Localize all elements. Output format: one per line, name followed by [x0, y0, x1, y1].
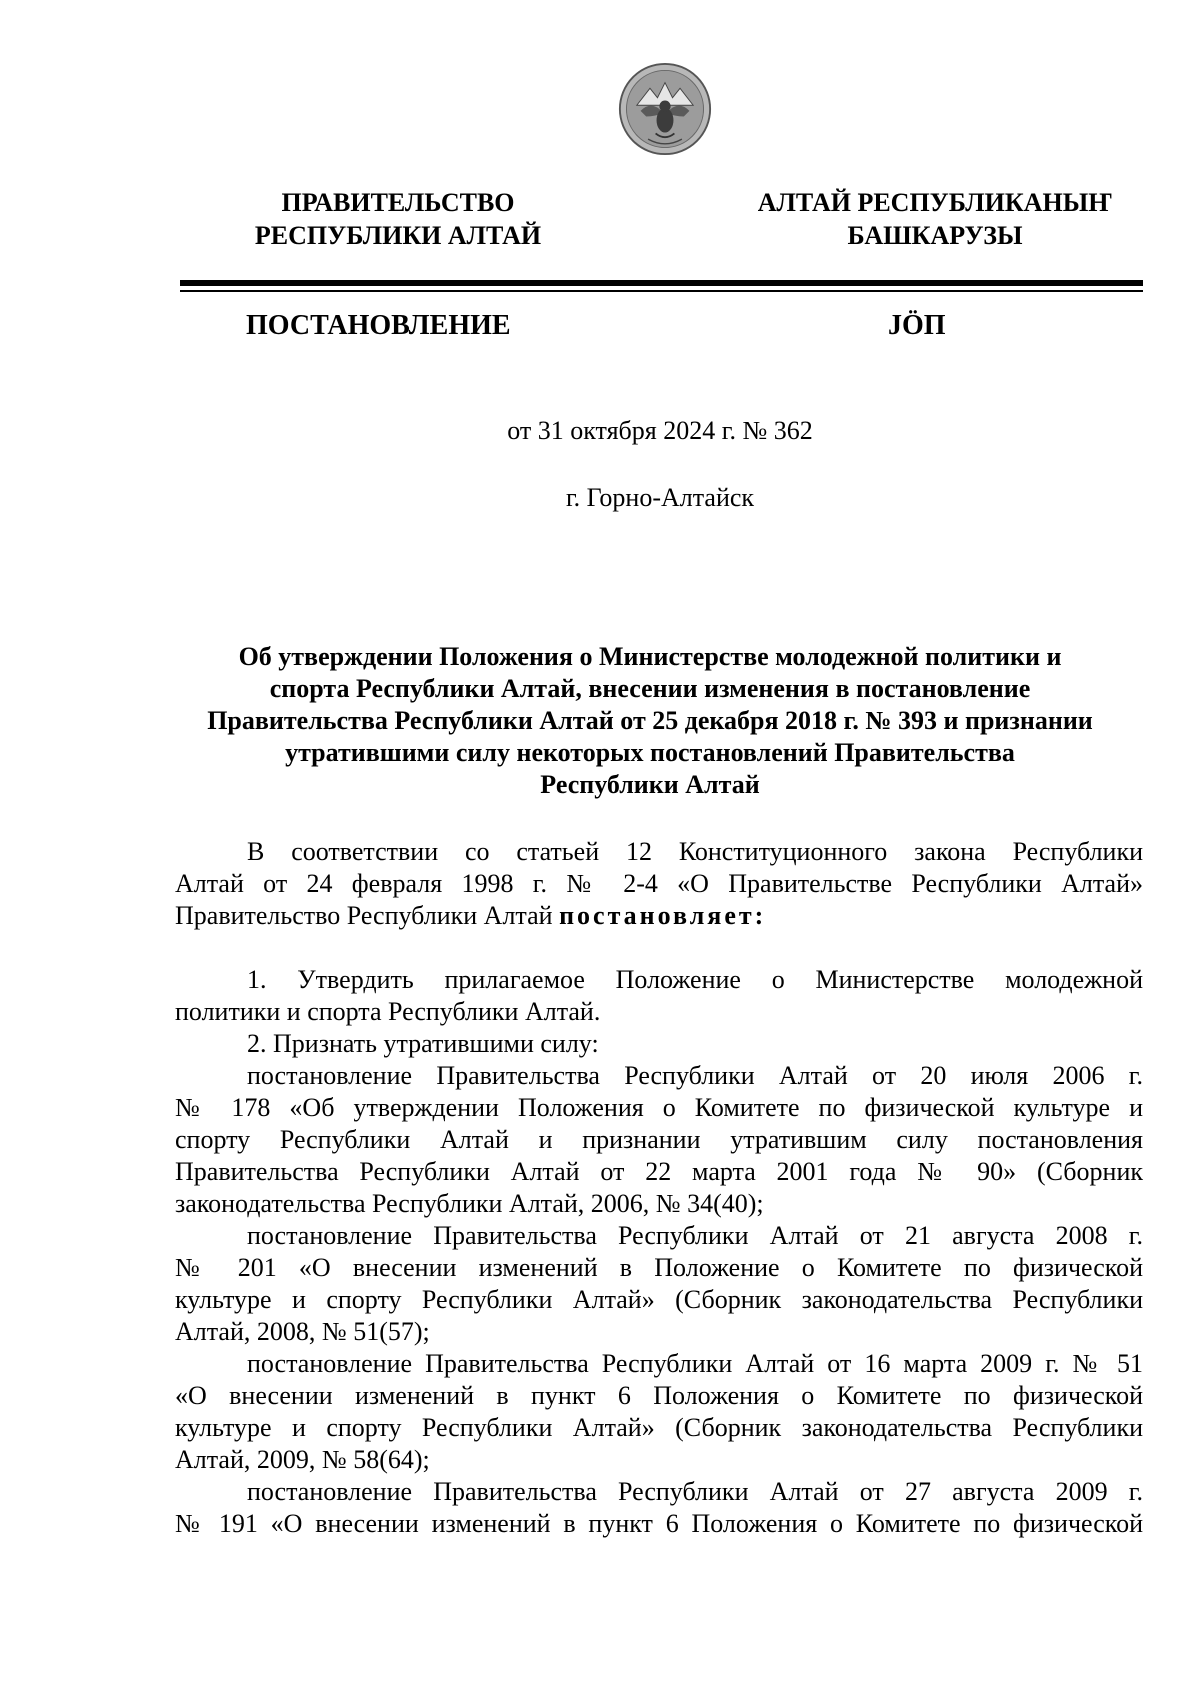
item-2: [175, 1028, 1143, 1540]
text-line: № 191 «О внесении изменений в пункт 6 Положения о Комитете по физической: [175, 1509, 1143, 1538]
text-line: В соответствии со статьей 12 Конституционного закона Республики: [247, 837, 1143, 866]
text-line: спорту Республики Алтай и признании утратившим силу постановления: [175, 1125, 1143, 1154]
text-line: политики и спорта Республики Алтай.: [175, 997, 601, 1026]
preamble-text: Правительство Республики Алтай: [175, 901, 560, 930]
text-line: № 178 «Об утверждении Положения о Комитете по физической культуре и: [175, 1093, 1143, 1122]
spacer: [175, 932, 1143, 964]
text-line: законодательства Республики Алтай, 2006, № 34(40);: [175, 1189, 764, 1218]
text-line: № 201 «О внесении изменений в Положение о Комитете по физической: [175, 1253, 1143, 1282]
header-divider-thin: [180, 290, 1143, 292]
repealed-entry: [175, 1476, 1143, 1540]
document-body: [175, 836, 1143, 1540]
republic-emblem-icon: [618, 62, 712, 156]
text-line: Алтай, 2009, № 58(64);: [175, 1445, 430, 1474]
text-line: Правительства Республики Алтай от 22 марта 2001 года № 90» (Сборник: [175, 1157, 1143, 1186]
text-line: постановление Правительства Республики Алтай от 21 августа 2008 г.: [247, 1221, 1143, 1250]
repealed-entry: [175, 1348, 1143, 1476]
text-line: 1. Утвердить прилагаемое Положение о Министерстве молодежной: [247, 965, 1143, 994]
title-line: Республики Алтай: [540, 770, 760, 799]
title-line: Правительства Республики Алтай от 25 декабря 2018 г. № 393 и признании: [207, 706, 1093, 735]
resolves-keyword: постановляет:: [559, 901, 767, 930]
title-line: спорта Республики Алтай, внесении изменения в постановление: [269, 674, 1031, 703]
header-divider-thick: [180, 280, 1143, 286]
text-line: культуре и спорту Республики Алтай» (Сборник законодательства Республики: [175, 1413, 1143, 1442]
document-title: [150, 641, 1150, 801]
text-line: постановление Правительства Республики Алтай от 27 августа 2009 г.: [247, 1477, 1143, 1506]
text-line: [175, 900, 1143, 932]
text-line: постановление Правительства Республики Алтай от 16 марта 2009 г. № 51: [247, 1349, 1143, 1378]
text-line: Алтай, 2008, № 51(57);: [175, 1317, 430, 1346]
text-line: постановление Правительства Республики Алтай от 20 июля 2006 г.: [247, 1061, 1143, 1090]
issuer-ru-line: РЕСПУБЛИКИ АЛТАЙ: [254, 221, 542, 250]
issuer-alt-line: АЛТАЙ РЕСПУБЛИКАНЫҤ: [757, 188, 1113, 217]
issuer-name-russian: [228, 186, 568, 252]
doc-type-altai: JÖП: [888, 310, 946, 341]
doc-type-russian: ПОСТАНОВЛЕНИЕ: [246, 310, 511, 341]
text-line: Алтай от 24 февраля 1998 г. № 2-4 «О Правительстве Республики Алтай»: [175, 869, 1143, 898]
issuer-alt-line: БАШКАРУЗЫ: [847, 221, 1023, 250]
preamble: [175, 836, 1143, 932]
text-line: культуре и спорту Республики Алтай» (Сборник законодательства Республики: [175, 1285, 1143, 1314]
issuer-name-altai: [735, 186, 1135, 252]
text-line: «О внесении изменений в пункт 6 Положения о Комитете по физической: [175, 1381, 1143, 1410]
title-line: утратившими силу некоторых постановлений Правительства: [285, 738, 1015, 767]
item-1: [175, 964, 1143, 1028]
repealed-entry: [175, 1220, 1143, 1348]
city: г. Горно-Алтайск: [565, 483, 755, 512]
title-line: Об утверждении Положения о Министерстве молодежной политики и: [238, 642, 1062, 671]
repealed-entry: [175, 1060, 1143, 1220]
date-and-number: от 31 октября 2024 г. № 362: [507, 416, 813, 445]
item-2-heading: 2. Признать утратившими силу:: [247, 1029, 599, 1058]
issuer-ru-line: ПРАВИТЕЛЬСТВО: [281, 188, 515, 217]
